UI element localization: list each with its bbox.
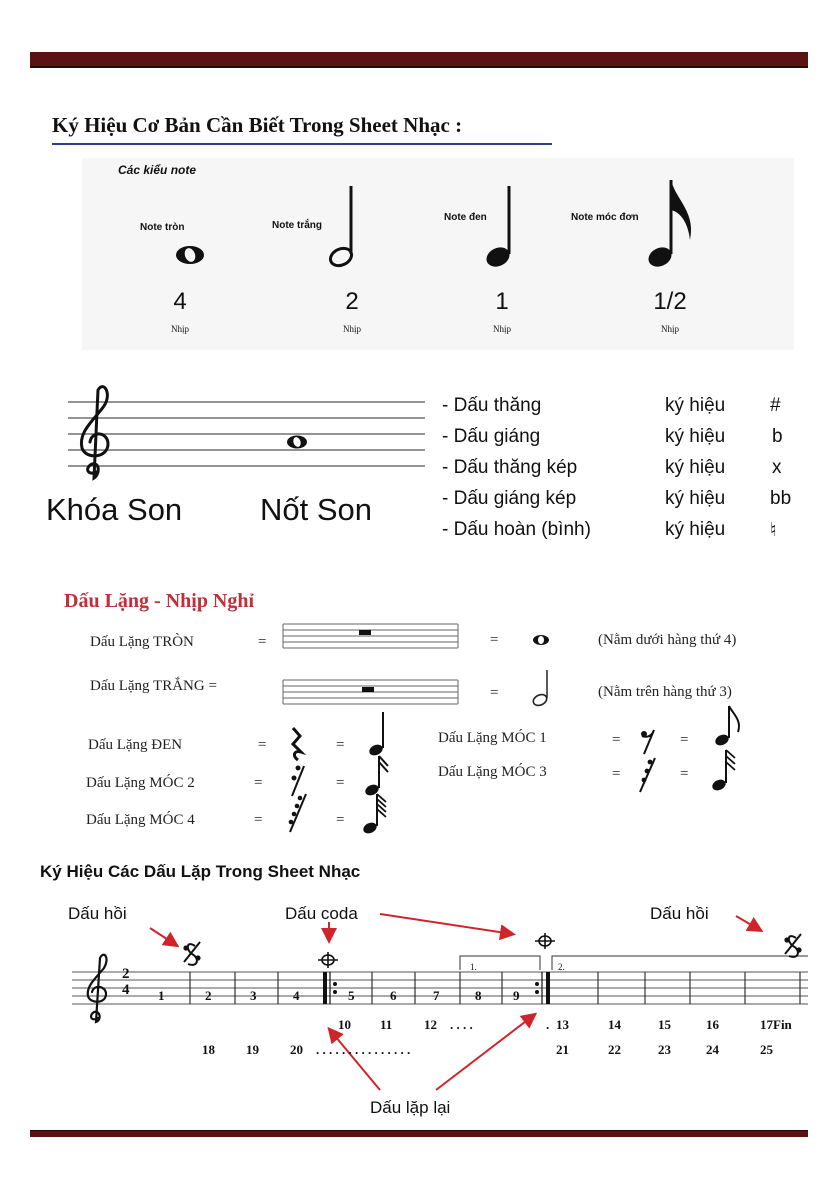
accidental-symbol-flat: b — [772, 426, 783, 447]
page-title: Ký Hiệu Cơ Bản Cần Biết Trong Sheet Nhạc : — [52, 113, 463, 137]
bar-number: 5 — [348, 988, 355, 1003]
rest-quarter-eq: = — [258, 737, 267, 753]
coda-left-icon — [318, 952, 338, 968]
beats-quarter: 1 — [495, 288, 509, 315]
beats-half: 2 — [345, 288, 359, 315]
row1-dots: . . . . — [450, 1017, 473, 1032]
footer-rule — [30, 1130, 808, 1137]
eighth-note-small-icon — [714, 706, 739, 747]
accidental-word-flat: ký hiệu — [665, 426, 726, 447]
beats-eighth: 1/2 — [653, 288, 687, 315]
segno-right-annotation: Dấu hồi — [650, 904, 709, 923]
segno-right-icon — [785, 934, 801, 957]
rest-quarter-label: Dấu Lặng ĐEN — [88, 737, 183, 753]
time-signature-bottom: 4 — [122, 982, 130, 998]
row2-number: 19 — [246, 1042, 259, 1057]
bar-number: 9 — [513, 988, 520, 1003]
row2-number: 25 — [760, 1042, 773, 1057]
bar-number: 1 — [158, 988, 165, 1003]
note-label-half: Note trắng — [272, 220, 322, 231]
bar-number: 3 — [250, 988, 257, 1003]
eighth-note-icon — [645, 180, 691, 270]
rest-whole-eq2: = — [490, 632, 499, 648]
rest-eighth-eq: = — [612, 732, 621, 748]
quarter-rest-icon — [293, 728, 301, 760]
accidental-symbol-double-sharp: x — [772, 457, 782, 478]
quarter-note-small-icon — [368, 712, 385, 757]
row2-number: 21 — [556, 1042, 569, 1057]
rest-sixteenth-label: Dấu Lặng MÓC 2 — [86, 775, 195, 791]
rest-sixteenth-eq: = — [254, 775, 263, 791]
note-label: Nốt Son — [260, 492, 373, 527]
rest-sixtyfourth-eq2: = — [336, 812, 345, 828]
rest-symbols — [0, 610, 840, 840]
quarter-note-icon — [483, 186, 512, 270]
row1-number: 13 — [556, 1017, 569, 1032]
row1-dot: . — [546, 1017, 550, 1032]
row2-number: 22 — [608, 1042, 621, 1057]
row2-dots: . . . . . . . . . . . . . . . — [316, 1042, 411, 1057]
rest-thirtysecond-eq: = — [612, 766, 621, 782]
treble-staff — [0, 380, 440, 490]
eighth-rest-icon — [641, 730, 654, 754]
rest-quarter-eq2: = — [336, 737, 345, 753]
accidental-name-natural: - Dấu hoàn (bình) — [442, 519, 591, 540]
row1-number: 10 — [338, 1017, 351, 1032]
repeats-title: Ký Hiệu Các Dấu Lặp Trong Sheet Nhạc — [40, 862, 361, 881]
beat-word-whole: Nhịp — [171, 324, 189, 334]
row2-number: 24 — [706, 1042, 719, 1057]
row2-number: 18 — [202, 1042, 215, 1057]
rest-eighth-label: Dấu Lặng MÓC 1 — [438, 730, 547, 746]
accidental-name-double-flat: - Dấu giáng kép — [442, 488, 577, 509]
segno-left-icon — [184, 942, 200, 965]
note-label-quarter: Note đen — [444, 212, 487, 223]
sixteenth-rest-icon — [292, 766, 305, 797]
rests-title: Dấu Lặng - Nhịp Nghỉ — [64, 590, 255, 612]
note-label-eighth: Note móc đơn — [571, 212, 639, 223]
time-signature-top: 2 — [122, 966, 130, 982]
accidental-symbol-natural: ♮ — [770, 519, 777, 541]
rest-sixtyfourth-label: Dấu Lặng MÓC 4 — [86, 812, 195, 828]
accidental-word-double-flat: ký hiệu — [665, 488, 726, 509]
clef-label: Khóa Son — [46, 492, 183, 527]
beat-word-half: Nhịp — [343, 324, 361, 334]
sixtyfourth-rest-icon — [289, 794, 306, 832]
accidental-name-double-sharp: - Dấu thăng kép — [442, 457, 578, 478]
rest-sixteenth-eq2: = — [336, 775, 345, 791]
bar-number: 7 — [433, 988, 440, 1003]
second-ending-label: 2. — [558, 962, 565, 972]
sixtyfourth-note-small-icon — [362, 794, 386, 835]
segno-left-annotation: Dấu hồi — [68, 904, 127, 923]
rest-whole-label: Dấu Lặng TRÒN — [90, 634, 194, 650]
beat-word-eighth: Nhịp — [661, 324, 679, 334]
note-symbols — [0, 0, 840, 380]
sixteenth-note-small-icon — [364, 756, 388, 797]
half-note-small-icon — [532, 670, 549, 707]
whole-note-icon — [176, 246, 204, 264]
rest-whole-note: (Nằm dưới hàng thứ 4) — [598, 632, 737, 648]
row1-number: 16 — [706, 1017, 719, 1032]
bar-number: 4 — [293, 988, 300, 1003]
first-ending-label: 1. — [470, 962, 477, 972]
row1-number: 14 — [608, 1017, 621, 1032]
bar-number: 8 — [475, 988, 482, 1003]
treble-clef-icon — [81, 387, 108, 478]
accidental-word-double-sharp: ký hiệu — [665, 457, 726, 478]
whole-rest-staff-icon — [283, 624, 458, 648]
row1-number: 12 — [424, 1017, 437, 1032]
second-ending-bracket — [552, 956, 808, 970]
accidental-word-sharp: ký hiệu — [665, 395, 726, 416]
rest-thirtysecond-label: Dấu Lặng MÓC 3 — [438, 764, 547, 780]
half-rest-icon — [362, 687, 374, 692]
row1-number: 11 — [380, 1017, 393, 1032]
row1-number: 15 — [658, 1017, 671, 1032]
accidental-name-flat: - Dấu giáng — [442, 426, 541, 447]
accidental-symbol-double-flat: bb — [770, 488, 792, 509]
coda-right-icon — [535, 933, 555, 949]
note-label-whole: Note tròn — [140, 222, 185, 233]
half-note-icon — [328, 186, 355, 269]
row1-fin: 17Fin — [760, 1017, 792, 1032]
note-types-title: Các kiểu note — [118, 163, 197, 177]
repeat-annotation: Dấu lặp lại — [370, 1098, 451, 1117]
rest-eighth-eq2: = — [680, 732, 689, 748]
rest-thirtysecond-eq2: = — [680, 766, 689, 782]
row2-number: 23 — [658, 1042, 671, 1057]
beat-word-quarter: Nhịp — [493, 324, 511, 334]
beats-whole: 4 — [173, 288, 187, 315]
rest-whole-eq: = — [258, 634, 267, 650]
row2-number: 20 — [290, 1042, 303, 1057]
accidental-symbol-sharp: # — [770, 395, 781, 416]
whole-note-small-icon — [533, 635, 549, 645]
bar-number: 6 — [390, 988, 397, 1003]
rest-half-eq2: = — [490, 685, 499, 701]
accidental-word-natural: ký hiệu — [665, 519, 726, 540]
thirtysecond-rest-icon — [640, 758, 655, 792]
rest-sixtyfourth-eq: = — [254, 812, 263, 828]
whole-rest-icon — [359, 630, 371, 635]
g-note-icon — [287, 436, 307, 449]
accidental-name-sharp: - Dấu thăng — [442, 395, 542, 416]
bar-number: 2 — [205, 988, 212, 1003]
repeat-staff — [0, 900, 840, 1130]
annotation-arrows — [150, 914, 760, 1090]
rest-half-label: Dấu Lặng TRẮNG = — [90, 678, 217, 694]
thirtysecond-note-small-icon — [711, 750, 735, 792]
coda-annotation: Dấu coda — [285, 904, 358, 923]
rest-half-note: (Nằm trên hàng thứ 3) — [598, 684, 732, 700]
